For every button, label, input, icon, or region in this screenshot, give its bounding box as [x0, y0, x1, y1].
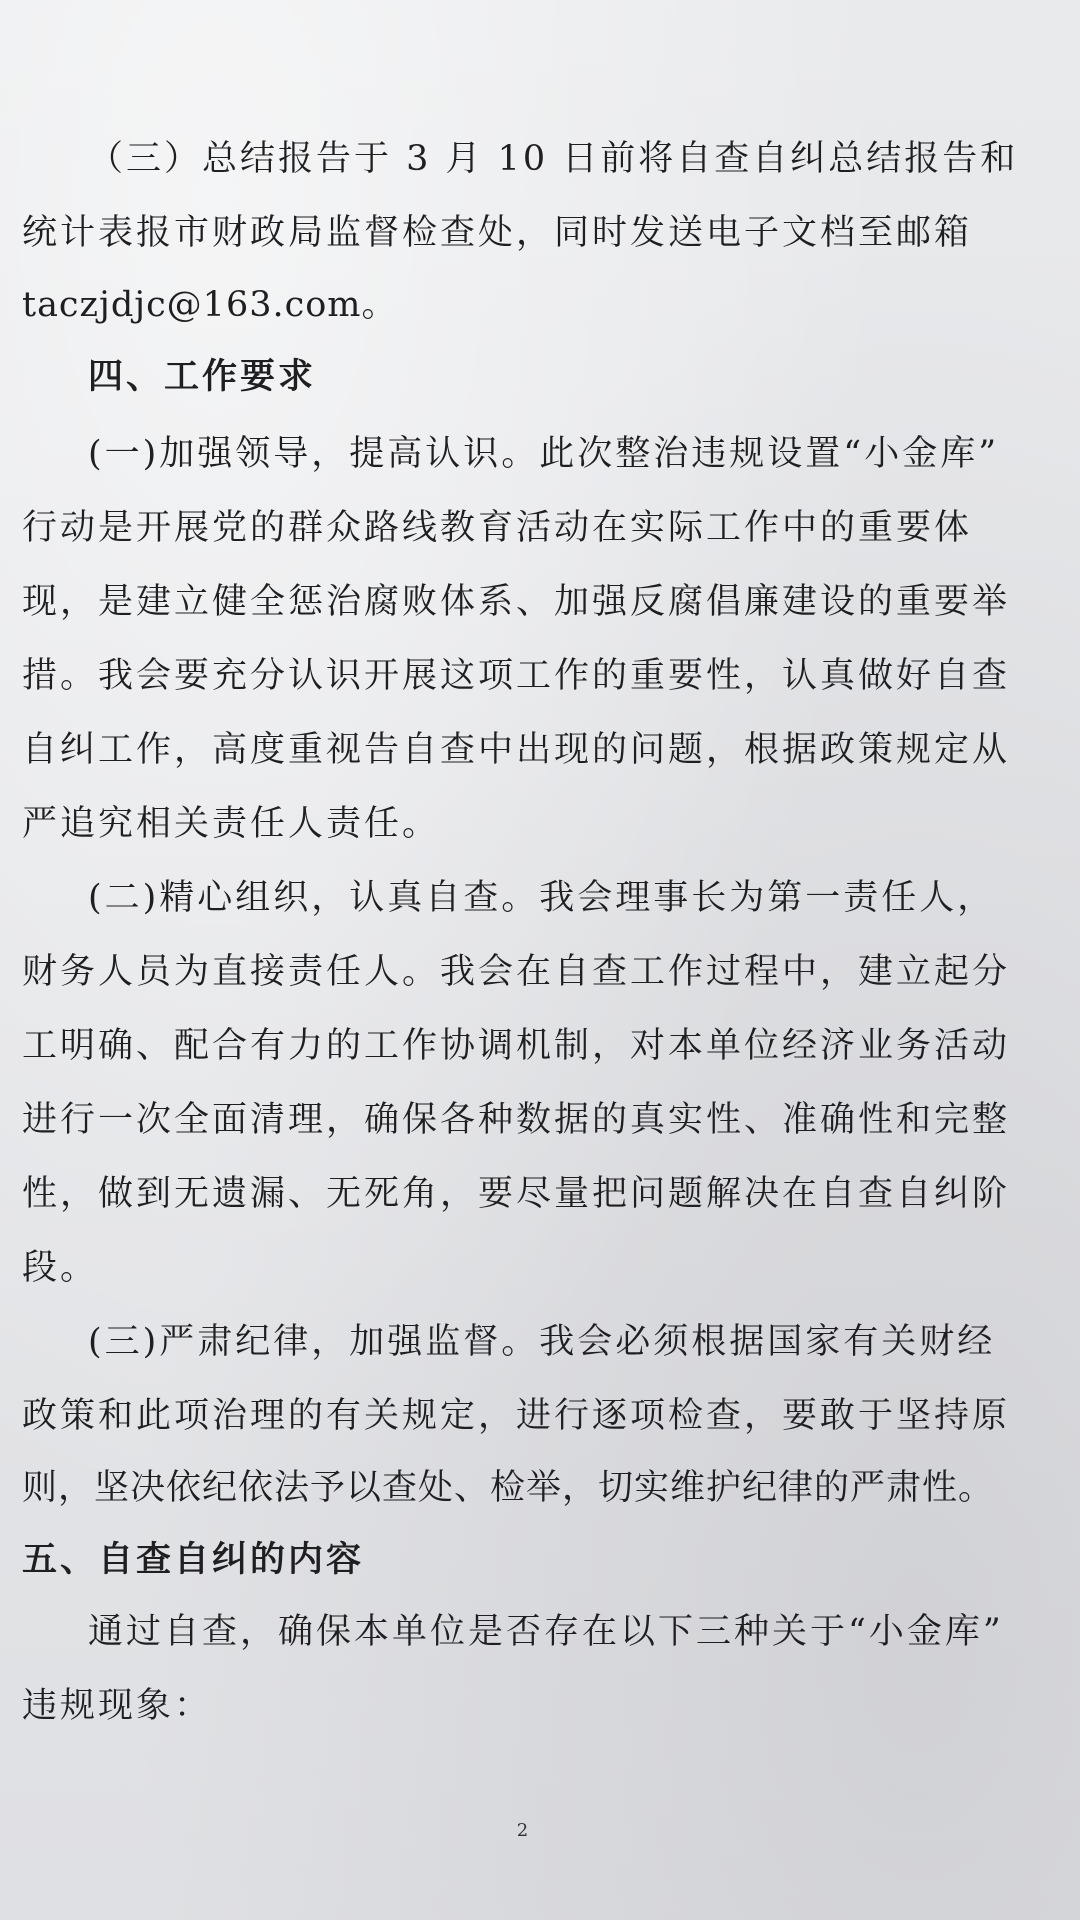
line-req3-1: (三)严肃纪律，加强监督。我会必须根据国家有关财经 [88, 1322, 996, 1362]
line-req3-2: 政策和此项治理的有关规定，进行逐项检查，要敢于坚持原 [22, 1396, 1011, 1436]
line-email: taczjdjc@163.com。 [22, 285, 398, 325]
line-req1-4: 措。我会要充分认识开展这项工作的重要性，认真做好自查 [22, 656, 1011, 696]
line-req2-5: 性，做到无遗漏、无死角，要尽量把问题解决在自查自纠阶 [22, 1174, 1011, 1214]
line-req2-2: 财务人员为直接责任人。我会在自查工作过程中，建立起分 [22, 952, 1011, 992]
line-req1-3: 现，是建立健全惩治腐败体系、加强反腐倡廉建设的重要举 [22, 582, 1011, 622]
line-para3-2: 统计表报市财政局监督检查处，同时发送电子文档至邮箱 [22, 213, 973, 253]
page-number: 2 [516, 1820, 529, 1841]
line-req1-6: 严追究相关责任人责任。 [22, 804, 441, 844]
line-intro-2: 违规现象： [22, 1686, 213, 1726]
line-req2-3: 工明确、配合有力的工作协调机制，对本单位经济业务活动 [22, 1026, 1011, 1066]
line-req2-6: 段。 [22, 1248, 99, 1288]
line-req2-4: 进行一次全面清理，确保各种数据的真实性、准确性和完整 [22, 1100, 1011, 1140]
line-intro-1: 通过自查，确保本单位是否存在以下三种关于“小金库” [88, 1612, 1004, 1652]
line-para3-1: （三）总结报告于 3 月 10 日前将自查自纠总结报告和 [88, 139, 1019, 179]
line-req1-5: 自纠工作，高度重视告自查中出现的问题，根据政策规定从 [22, 730, 1011, 770]
line-req3-3: 则，坚决依纪依法予以查处、检举，切实维护纪律的严肃性。 [22, 1468, 995, 1508]
heading-self-check-content: 五、自查自纠的内容 [22, 1539, 365, 1580]
line-req2-1: (二)精心组织，认真自查。我会理事长为第一责任人， [88, 878, 996, 918]
line-req1-1: (一)加强领导，提高认识。此次整治违规设置“小金库” [88, 434, 1000, 474]
heading-work-requirements: 四、工作要求 [88, 356, 317, 397]
line-req1-2: 行动是开展党的群众路线教育活动在实际工作中的重要体 [22, 508, 973, 548]
